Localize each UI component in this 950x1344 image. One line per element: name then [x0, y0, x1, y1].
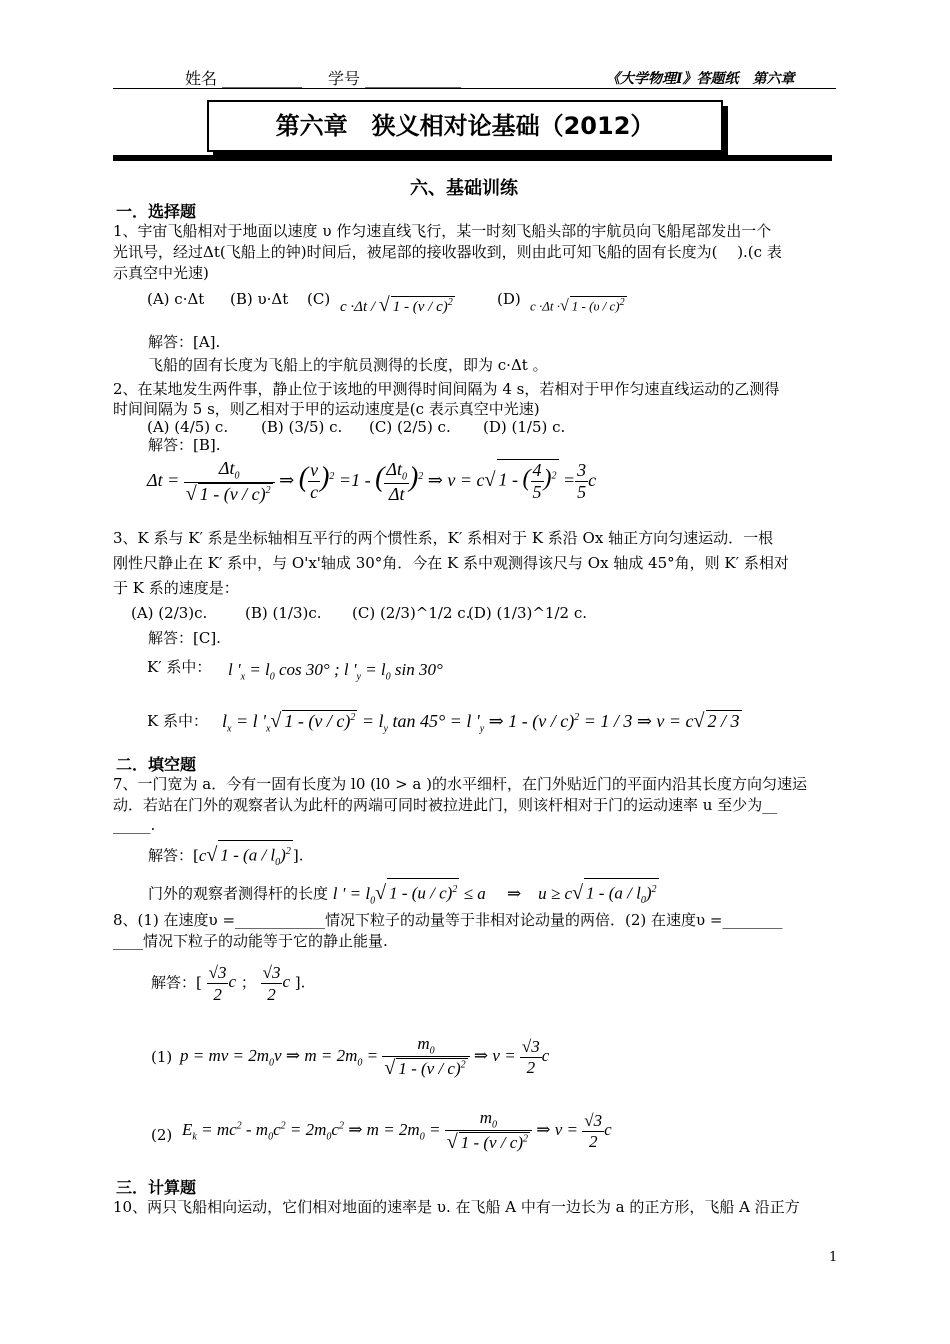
q8-answer-sep: ； — [240, 973, 256, 992]
q3-k-label: K 系中： — [147, 712, 208, 730]
q3-k-formula: $l_x = l$ '$_x√$ $1 - (v / c)^2 = l_y$ tan 45° = l '$_y$ ⇒ 1 - (v / c)$^2$ = 1 / 3 ⇒ v = c√ 2 / 3 — [222, 710, 740, 735]
q1-line2: 光讯号，经过Δt(飞船上的钟)时间后，被尾部的接收器收到，则由此可知飞船的固有长度为( ).(c 表 — [113, 243, 782, 261]
q7-explain-formula: l ' = $l_0√$ 1 - (u / c)$^2$ ≤ a ⇒ u ≥ c√ $1 - (a / l_0)^2$ — [333, 884, 659, 903]
q7-answer-open: 解答：[ — [148, 846, 199, 865]
q1-explain: 飞船的固有长度为飞船上的宇航员测得的长度，即为 c·Δt 。 — [148, 356, 548, 374]
q3-answer: 解答：[C]. — [148, 629, 221, 647]
q8-answer — [151, 962, 305, 1005]
chapter-title: 第六章 狭义相对论基础（2012） — [207, 100, 723, 152]
q8-answer-open: 解答：[ — [151, 973, 202, 992]
q3-option-a: (A) (2/3)c. — [131, 604, 208, 622]
q2-line1: 2、在某地发生两件事，静止位于该地的甲测得时间间隔为 4 s，若相对于甲作匀速直线运动的乙测得 — [113, 380, 780, 398]
q1-line3: 示真空中光速) — [113, 264, 209, 282]
q3-line2: 刚性尺静止在 K′ 系中，与 O'x'轴成 30°角．今在 K 系中观测得该尺与 Ox 轴成 45°角，则 K′ 系相对 — [113, 554, 789, 572]
q1-option-d: (D) — [497, 290, 521, 308]
q1-option-a: (A) c·Δt — [147, 290, 205, 308]
subtitle: 六、基础训练 — [410, 178, 518, 199]
q7-answer — [148, 840, 303, 873]
id-blank: ____________ — [365, 69, 462, 88]
q3-option-b: (B) (1/3)c. — [245, 604, 322, 622]
page-number: 1 — [829, 1250, 838, 1265]
q3-line3: 于 K 系的速度是： — [113, 579, 239, 597]
q7-line3: _____. — [113, 816, 156, 834]
name-blank: __________ — [222, 69, 303, 88]
q8-line1: 8、(1) 在速度υ =____________情况下粒子的动量等于非相对论动量的两倍．(2) 在速度υ =________ — [113, 911, 783, 929]
q7-answer-formula: c√ $1 - (a / l_0)^2$ — [199, 846, 293, 865]
q1-answer: 解答：[A]. — [148, 333, 221, 351]
q2-formula: Δt = $\frac{\Delta t_0}{√ 1 - (v / c)^2}$ ⇒ ( $\frac{v}{c}$ )$^2$ =1 - ( $\frac{\Delta t_0}{\Delta t}$ )$^2$ ⇒ v = c√ 1 - ( $\frac{4}{5}$ )$^2$ = $\frac{3}{5}$ c — [147, 458, 597, 505]
q2-option-d: (D) (1/5) c. — [483, 418, 566, 436]
q3-kprime-formula: l '$_x = l_0$ cos 30° ; l '$_y = l_0$ sin 30° — [228, 660, 443, 683]
q3-kprime-label: K′ 系中： — [147, 658, 212, 676]
q8-answer-2: $\frac{√3}{2}$ c — [262, 963, 290, 1004]
q8-part1-label: (1) — [151, 1048, 173, 1066]
q8-part2-label: (2) — [151, 1126, 173, 1144]
q2-line2: 时间间隔为 5 s，则乙相对于甲的运动速度是(c 表示真空中光速) — [113, 400, 540, 418]
q7-answer-close: ]. — [292, 846, 304, 865]
q2-answer: 解答：[B]. — [148, 436, 221, 454]
q1-option-b: (B) υ·Δt — [230, 290, 289, 308]
section-fill: 二．填空题 — [116, 755, 197, 774]
q2-option-c: (C) (2/5) c. — [369, 418, 451, 436]
q8-answer-close: ]. — [294, 973, 306, 992]
q8-part1-formula: p = mv = $2m_0v$ ⇒ $m = 2m_0$ = $\frac{m_0}{√ 1 - (v / c)^2}$ ⇒ v = $\frac{√3}{2}$ c — [180, 1034, 550, 1080]
q8-part2-formula: $E_k = mc^2 - m_0c^2 = 2m_0c^2$ ⇒ $m = 2m_0$ = $\frac{m_0}{√ 1 - (v / c)^2}$ ⇒ v = $\frac{√3}{2}$ c — [182, 1108, 612, 1154]
section-calc: 三．计算题 — [116, 1178, 197, 1197]
q2-option-b: (B) (3/5) c. — [261, 418, 343, 436]
id-label: 学号 — [328, 69, 361, 88]
header-id — [328, 66, 461, 89]
q7-line1: 7、一门宽为 a．今有一固有长度为 l0 (l0 > a )的水平细杆，在门外贴近门的平面内沿其长度方向匀速运 — [113, 775, 807, 793]
q2-option-a: (A) (4/5) c. — [147, 418, 229, 436]
q8-answer-1: $\frac{√3}{2}$ c — [208, 963, 237, 1004]
q3-line1: 3、K 系与 K′ 系是坐标轴相互平行的两个惯性系，K′ 系相对于 K 系沿 Ox 轴正方向匀速运动．一根 — [113, 529, 774, 547]
q1-option-c: (C) — [307, 290, 331, 308]
header-name — [185, 66, 302, 89]
q3-option-c: (C) (2/3)^1/2 c. — [352, 604, 471, 622]
q7-explain — [148, 878, 659, 911]
title-rule — [113, 155, 832, 161]
section-choice: 一．选择题 — [116, 202, 197, 221]
header-right: 《大学物理Ⅰ》答题纸 第六章 — [606, 71, 795, 87]
q1-option-c-formula: c ·Δt / √ 1 - (v / c)$^2$ — [340, 294, 453, 316]
q1-option-d-formula: c ·Δt ·√ 1 - (υ / c)$^2$ — [530, 297, 625, 315]
q10-line1: 10、两只飞船相向运动，它们相对地面的速率是 υ. 在飞船 A 中有一边长为 a 的正方形，飞船 A 沿正方 — [113, 1198, 800, 1216]
q7-explain-text: 门外的观察者测得杆的长度 — [148, 884, 329, 903]
q7-line2: 动．若站在门外的观察者认为此杆的两端可同时被拉进此门，则该杆相对于门的运动速率 u 至少为__ — [113, 796, 778, 814]
name-label: 姓名 — [185, 69, 218, 88]
header-rule — [113, 88, 836, 89]
q1-line1: 1、宇宙飞船相对于地面以速度 υ 作匀速直线飞行，某一时刻飞船头部的宇航员向飞船尾部发出一个 — [113, 222, 772, 240]
q3-option-d: (D) (1/3)^1/2 c. — [468, 604, 587, 622]
q8-line2: ____情况下粒子的动能等于它的静止能量. — [113, 932, 388, 950]
